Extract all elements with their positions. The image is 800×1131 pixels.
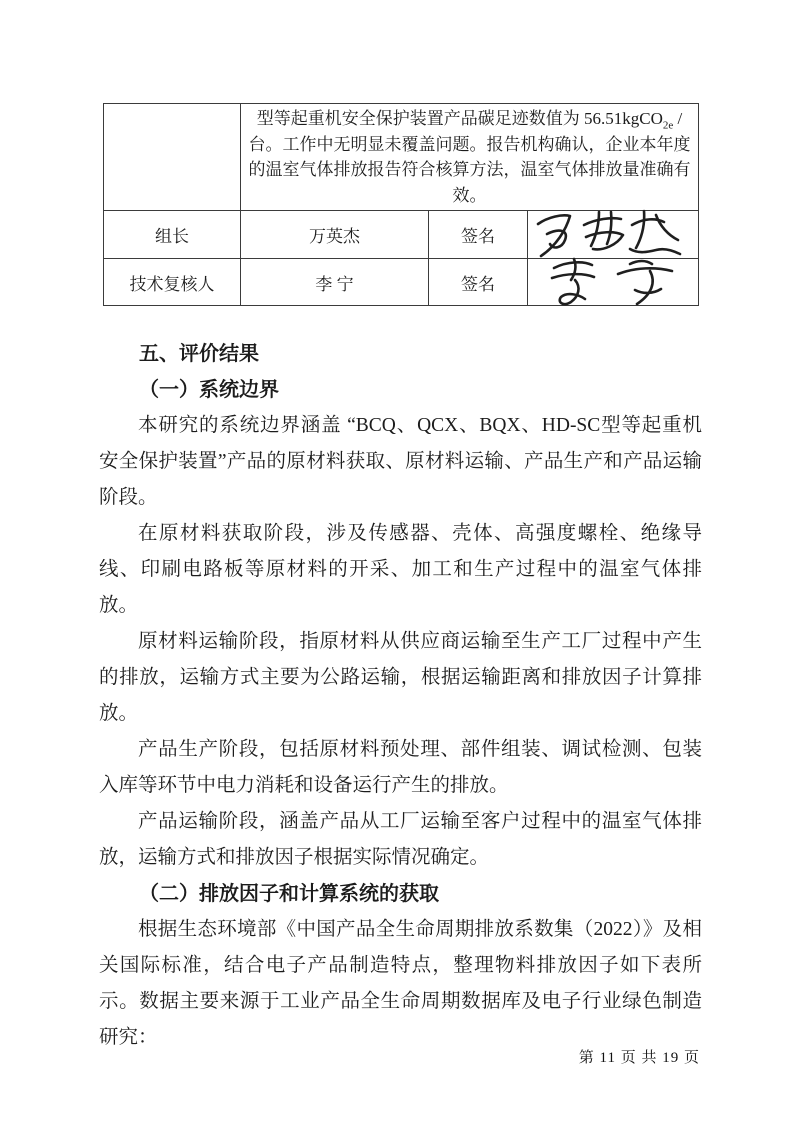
sign-label-technical-reviewer: 签名 [429, 259, 528, 306]
document-body [99, 336, 702, 1056]
page-number-footer: 第 11 页 共 19 页 [578, 1050, 700, 1066]
role-label-technical-reviewer: 技术复核人 [104, 259, 241, 306]
signature-cell-group-leader [528, 211, 699, 259]
table-row-technical-reviewer [104, 259, 699, 306]
paragraph-system-boundary-scope: 本研究的系统边界涵盖 “BCQ、QCX、BQX、HD-SC型等起重机安全保护装置”产品的原材料获取、原材料运输、产品生产和产品运输阶段。 [99, 415, 702, 508]
paragraph-production-stage: 产品生产阶段，包括原材料预处理、部件组装、调试检测、包装入库等环节中电力消耗和设备运行产生的排放。 [99, 739, 702, 796]
subsection-heading-system-boundary: （一）系统边界 [139, 379, 279, 401]
paragraph-product-transport: 产品运输阶段，涵盖产品从工厂运输至客户过程中的温室气体排放，运输方式和排放因子根据实际情况确定。 [99, 811, 702, 868]
co2e-subscript: 2e [662, 119, 674, 132]
paragraph-raw-material-transport: 原材料运输阶段，指原材料从供应商运输至生产工厂过程中产生的排放，运输方式主要为公路运输，根据运输距离和排放因子计算排放。 [99, 631, 702, 724]
paragraph-raw-material-acquisition: 在原材料获取阶段，涉及传感器、壳体、高强度螺栓、绝缘导线、印刷电路板等原材料的开采、加工和生产过程中的温室气体排放。 [99, 523, 702, 616]
signature-cell-technical-reviewer [528, 259, 699, 306]
conclusion-cell [241, 104, 699, 211]
table-row-group-leader [104, 211, 699, 259]
verification-signoff-table [103, 103, 699, 306]
name-group-leader: 万英杰 [241, 211, 429, 259]
sign-label-group-leader: 签名 [429, 211, 528, 259]
conclusion-text-before-subscript: 型等起重机安全保护装置产品碳足迹数值为 56.51kgCO [256, 109, 663, 128]
section-heading-evaluation-results: 五、评价结果 [139, 343, 259, 365]
subsection-heading-emission-factors: （二）排放因子和计算系统的获取 [139, 883, 439, 905]
name-technical-reviewer: 李 宁 [241, 259, 429, 306]
conclusion-text-after-subscript: /台。工作中无明显未覆盖问题。报告机构确认，企业本年度的温室气体排放报告符合核算方法，温室气体排放量准确有效。 [248, 109, 691, 205]
paragraph-emission-factor-sources: 根据生态环境部《中国产品全生命周期排放系数集（2022）》及相关国际标准，结合电子产品制造特点，整理物料排放因子如下表所示。数据主要来源于工业产品全生命周期数据库及电子行业绿色制造研究： [99, 919, 702, 1048]
role-label-group-leader: 组长 [104, 211, 241, 259]
handwritten-signature-wan-yingjie-icon [532, 206, 697, 258]
table-empty-continuation-cell [104, 104, 241, 211]
handwritten-signature-li-ning-icon [532, 256, 692, 304]
table-row-conclusion [104, 104, 699, 211]
